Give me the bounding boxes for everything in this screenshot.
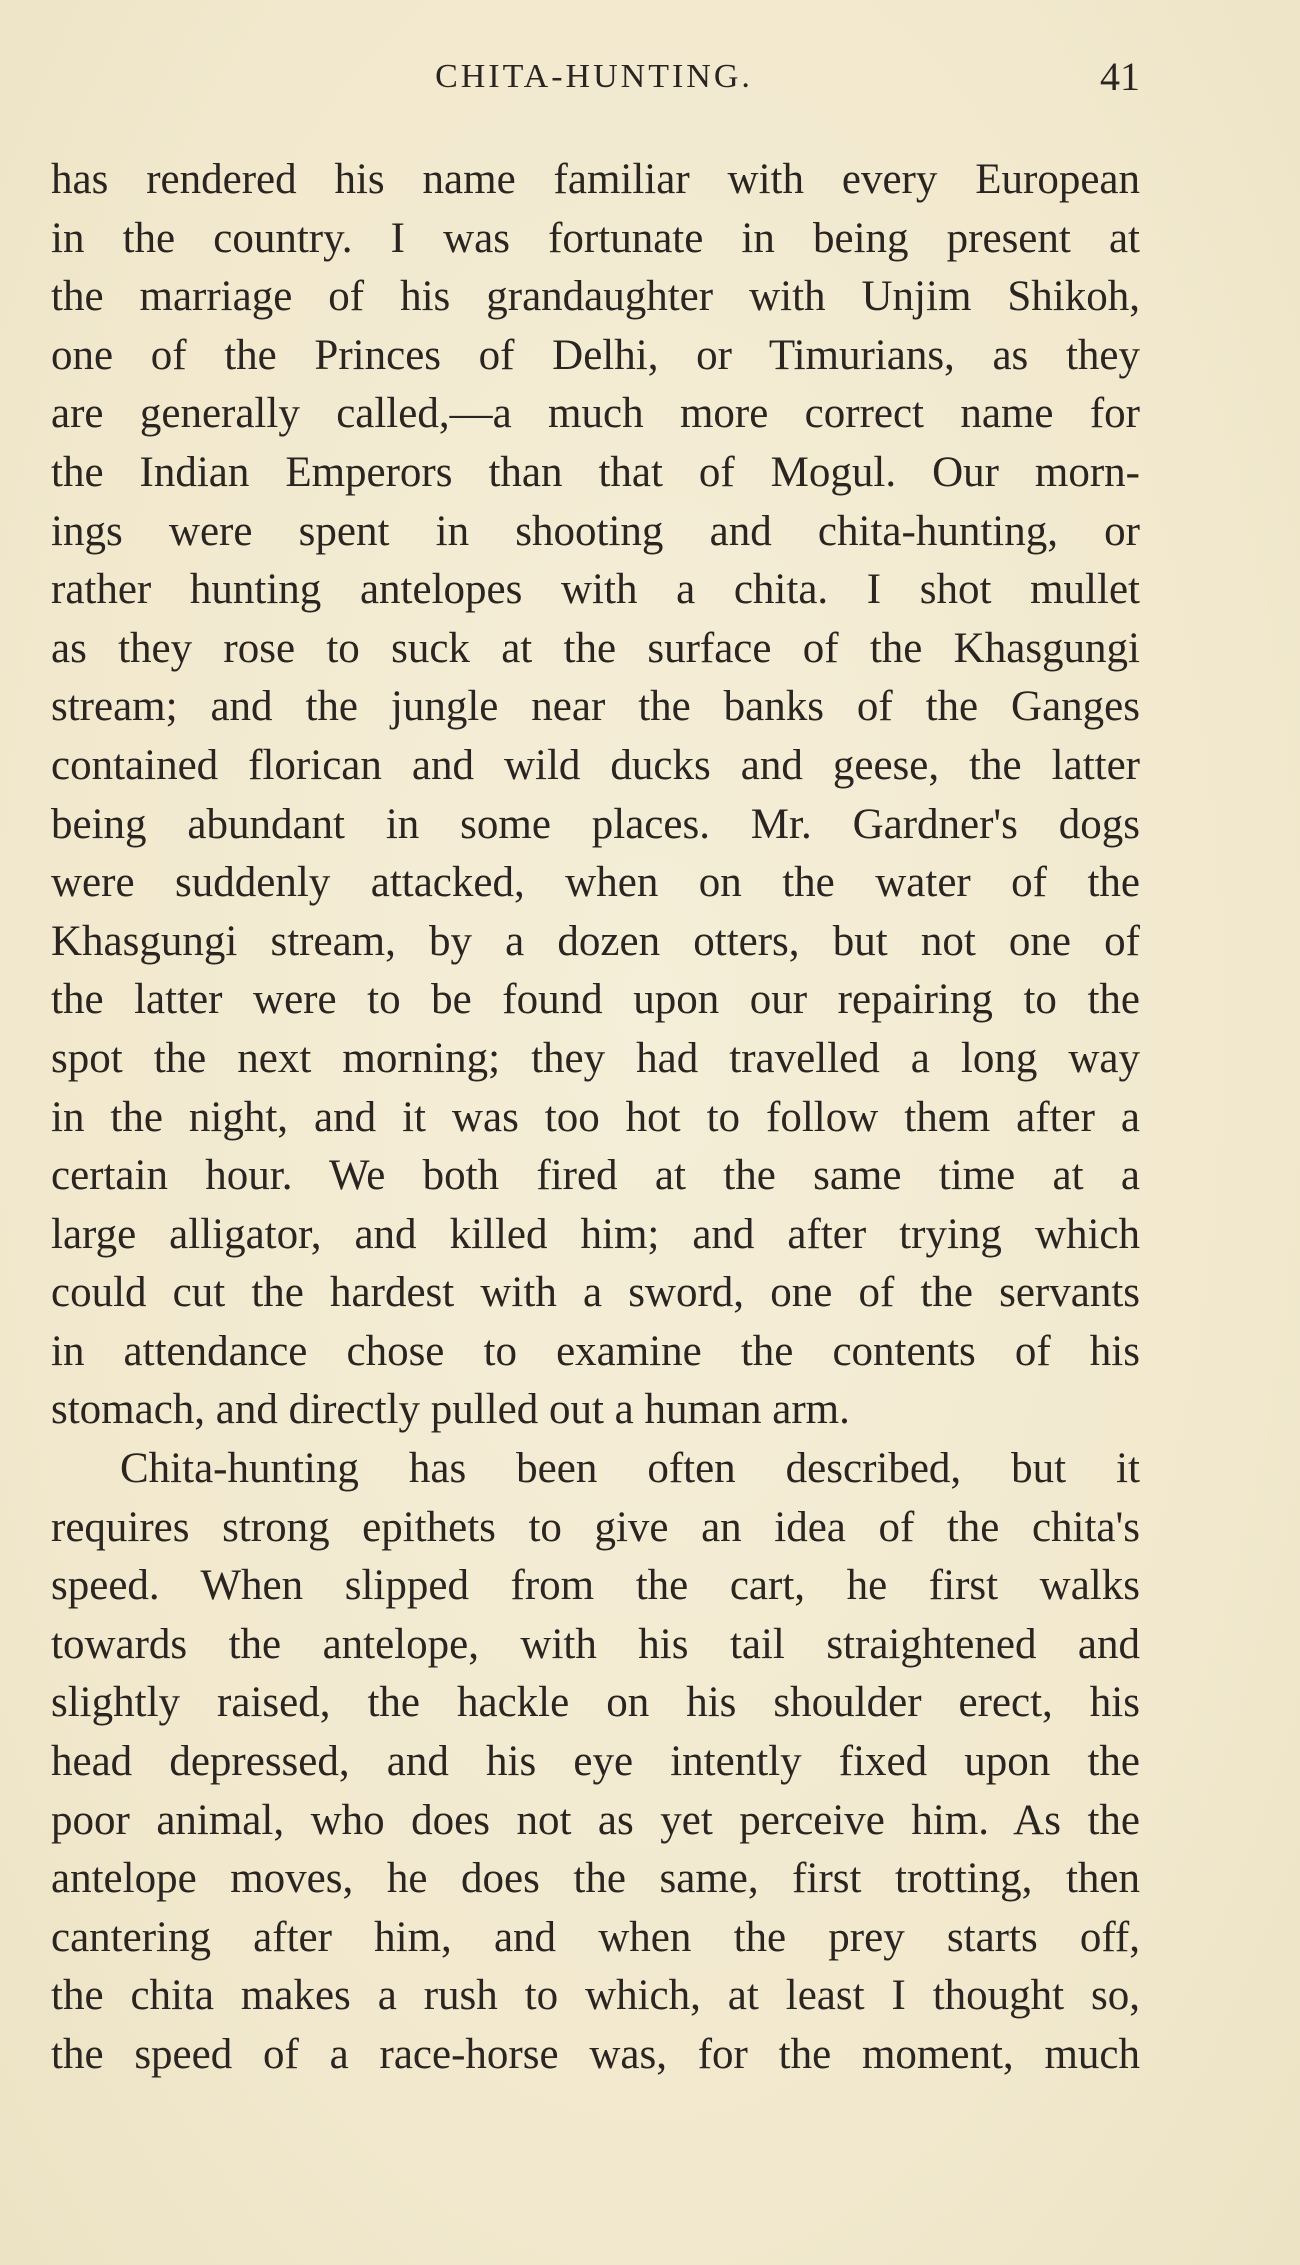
text-line: the chita makes a rush to which, at least I thought so, [51,1972,1140,2020]
text-line: requires strong epithets to give an idea of the chita's [51,1503,1140,1551]
text-line: could cut the hardest with a sword, one of the servants [51,1269,1140,1317]
running-head [48,52,1140,102]
body-text [51,151,1140,2085]
text-line: the speed of a race-horse was, for the moment, much [51,2031,1140,2078]
text-line: contained florican and wild ducks and geese, the latter [51,741,1140,789]
text-line: in the night, and it was too hot to follow them after a [51,1093,1140,1141]
text-line: towards the antelope, with his tail straightened and [51,1620,1140,1668]
text-line: are generally called,—a much more correct name for [51,390,1140,438]
page-number: 41 [1100,54,1140,99]
text-line: spot the next morning; they had travelled a long way [51,1034,1140,1082]
text-line: the marriage of his grandaughter with Unjim Shikoh, [51,273,1140,321]
text-line: has rendered his name familiar with every European [51,156,1140,203]
text-line: Khasgungi stream, by a dozen otters, but not one of [51,917,1140,965]
text-line: in attendance chose to examine the contents of his [51,1327,1140,1375]
text-line: head depressed, and his eye intently fixed upon the [51,1738,1140,1786]
paragraph-first-line: Chita-hunting has been often described, but it [120,1445,1140,1493]
text-line: cantering after him, and when the prey starts off, [51,1913,1140,1961]
text-line: speed. When slipped from the cart, he first walks [51,1562,1140,1610]
text-line: certain hour. We both fired at the same time at a [51,1152,1140,1200]
paragraph-last-line: stomach, and directly pulled out a human arm. [51,1386,850,1434]
text-line: as they rose to suck at the surface of the Khasgungi [51,624,1140,672]
text-line: large alligator, and killed him; and after trying which [51,1210,1140,1258]
text-line: being abundant in some places. Mr. Gardner's dogs [51,800,1140,848]
text-line: rather hunting antelopes with a chita. I shot mullet [51,566,1140,614]
text-line: antelope moves, he does the same, first trotting, then [51,1855,1140,1903]
text-line: the latter were to be found upon our repairing to the [51,976,1140,1024]
text-line: the Indian Emperors than that of Mogul. Our morn- [51,448,1140,496]
text-line: one of the Princes of Delhi, or Timurians, as they [51,331,1140,379]
text-line: poor animal, who does not as yet perceive him. As the [51,1796,1140,1844]
text-line: ings were spent in shooting and chita-hunting, or [51,507,1140,555]
running-title: CHITA-HUNTING. [435,58,753,95]
text-line: were suddenly attacked, when on the water of the [51,859,1140,907]
text-line: in the country. I was fortunate in being present at [51,214,1140,262]
text-line: slightly raised, the hackle on his shoulder erect, his [51,1679,1140,1727]
text-line: stream; and the jungle near the banks of the Ganges [51,683,1140,731]
